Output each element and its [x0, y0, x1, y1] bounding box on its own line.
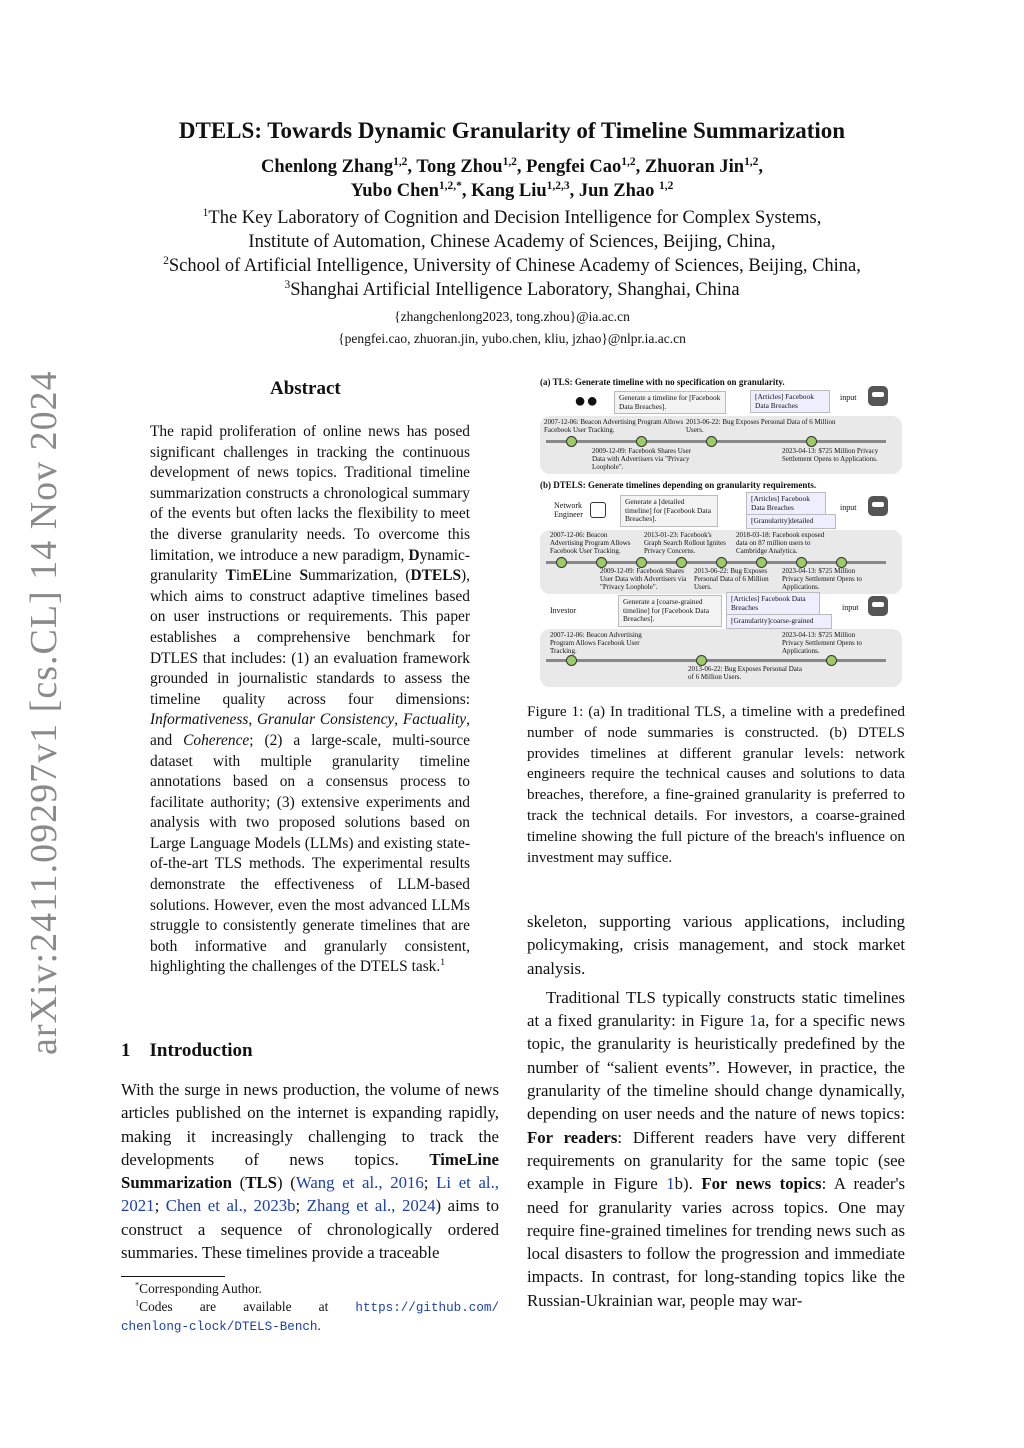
affiliation-line — [0, 206, 1024, 230]
author-list-line2 — [0, 181, 1024, 202]
right-paragraph-run: For news topics — [701, 1174, 822, 1194]
event-b2-top-1: 2007-12-06: Beacon Advertising Program Allows Facebook User Tracking. — [550, 631, 642, 656]
figure-b1-granularity: [Granularity]detailed — [746, 514, 836, 529]
right-paragraph-1: skeleton, supporting various applications, including policymaking, crisis management, and stock market analysis. — [527, 912, 905, 978]
author-affiliation-mark: 1,2 — [502, 155, 517, 168]
intro-run: TimeLine Summarization — [121, 1149, 499, 1193]
footnote-corresponding: *Corresponding Author. — [135, 1280, 262, 1296]
network-engineer-label: Network Engineer — [554, 501, 583, 519]
abstract-run: Informativeness — [150, 711, 249, 729]
event-b1-top-3: 2018-03-18: Facebook exposed data on 87 million users to Cambridge Analytica. — [736, 531, 825, 556]
right-paragraph-run: a, for a specific news topic, the granularity is heuristically predefined by the number of “salient events”. However, in practice, the granularity of the timeline should change dynamically, depending on user needs and the nature of news topics: — [527, 1011, 905, 1124]
event-a-bottom-1: 2009-12-09: Facebook Shares User Data with Advertisers via "Privacy Loophole". — [592, 447, 691, 472]
author-name: Yubo Chen — [350, 181, 439, 201]
affiliation-text: School of Artificial Intelligence, University of Chinese Academy of Sciences, Beijing, China, — [168, 256, 861, 276]
author-name: Zhuoran Jin — [644, 157, 745, 177]
abstract-run: D — [408, 546, 420, 564]
figure-b1-articles: [Articles] Facebook Data Breaches — [746, 492, 826, 515]
timeline-node — [636, 436, 647, 447]
email-line-1: {zhangchenlong2023, tong.zhou}@ia.ac.cn — [394, 309, 630, 324]
citation-link[interactable]: Li et al., 2021 — [121, 1173, 499, 1216]
arxiv-identifier: arXiv:2411.09297v1 [cs.CL] 14 Nov 2024 — [23, 370, 65, 1055]
citation-link[interactable]: 1 — [666, 1174, 675, 1194]
figure-a-prompt: Generate a timeline for [Facebook Data Breaches]. — [614, 391, 726, 414]
abstract-run: The rapid proliferation of online news has posed significant challenges in tracking the continuous development of news topics. Traditional timeline summarization constructs a chronological summary of the events but often lacks the flexibility to meet the diverse granularity needs. To overcome this limitation, we introduce a new paradigm, — [150, 423, 470, 564]
right-paragraph-run: For readers — [527, 1127, 618, 1147]
introduction-body — [121, 1078, 499, 1264]
figure-b-heading: (b) DTELS: Generate timelines depending on granularity requirements. — [540, 480, 817, 490]
abstract-run: S — [299, 567, 309, 585]
footnote-rule — [121, 1276, 225, 1277]
affiliation-mark: 2 — [163, 254, 169, 267]
affiliation-line — [0, 254, 1024, 278]
engineer-icon — [590, 502, 606, 518]
investor-label: Investor — [550, 606, 577, 615]
event-b1-top-2: 2013-01-23: Facebook's Graph Search Rollout Ignites Privacy Concerns. — [644, 531, 726, 556]
users-icon: ●● — [574, 390, 599, 412]
abstract-run: T — [225, 567, 236, 585]
affiliation-mark: 3 — [284, 278, 291, 291]
event-a-bottom-2: 2023-04-13: $725 Million Privacy Settlement Opens to Applications. — [782, 447, 879, 464]
intro-run: ) ( — [276, 1173, 296, 1193]
abstract-heading: Abstract — [270, 378, 341, 399]
citation-link[interactable]: Chen et al., 2023b — [165, 1196, 296, 1216]
affiliation-text: Shanghai Artificial Intelligence Laboratory, Shanghai, China — [290, 280, 740, 300]
event-b1-bottom-2: 2013-06-22: Bug Exposes Personal Data of 6 Million Users. — [694, 567, 769, 592]
abstract-run: ine — [272, 567, 300, 585]
input-label: input — [840, 393, 857, 402]
event-b2-bottom-1: 2013-06-22: Bug Exposes Personal Data of 6 Million Users. — [688, 665, 802, 682]
author-affiliation-mark: 1,2,3 — [546, 179, 570, 192]
affiliations — [0, 206, 1024, 302]
intro-run: ( — [231, 1173, 246, 1193]
right-paragraph-run: Traditional TLS typically constructs static timelines at a fixed granularity: in Figure — [527, 987, 905, 1031]
separator: , — [516, 157, 527, 177]
separator: , — [461, 181, 472, 201]
author-affiliation-mark: 1,2 — [393, 155, 408, 168]
figure-a-heading: (a) TLS: Generate timeline with no specification on granularity. — [540, 377, 785, 387]
timeline-node — [566, 655, 577, 666]
abstract-run: Factuality — [402, 711, 467, 729]
footnote-codes: $^1$Codes are available at https://github.com/ — [135, 1298, 499, 1315]
author-name: Tong Zhou — [416, 157, 503, 177]
right-paragraph-2 — [527, 986, 905, 1312]
affiliation-mark: 1 — [202, 206, 209, 219]
author-affiliation-mark: 1,2 — [659, 179, 674, 192]
affiliation-text: Institute of Automation, Chinese Academy of Sciences, Beijing, China, — [248, 232, 776, 252]
email-line-2: {pengfei.cao, zhuoran.jin, yubo.chen, kliu, jzhao}@nlpr.ia.ac.cn — [338, 331, 686, 346]
author-name: Chenlong Zhang — [260, 157, 394, 177]
intro-run: TLS — [245, 1173, 277, 1193]
event-a-top-1: 2007-12-06: Beacon Advertising Program Allows Facebook User Tracking. — [544, 418, 684, 435]
introduction-heading: 1 Introduction — [121, 1040, 253, 1061]
abstract-run: DTELS — [410, 567, 462, 585]
event-a-top-2: 2013-06-22: Bug Exposes Personal Data of 6 Million Users. — [686, 418, 836, 435]
abstract-run: , and — [150, 711, 470, 749]
robot-icon — [868, 386, 888, 406]
affiliation-line — [0, 278, 1024, 302]
abstract-run: Coherence — [183, 731, 250, 749]
abstract-run: , — [248, 711, 257, 729]
figure-b1-prompt: Generate a [detailed timeline] for [Facebook Data Breaches]. — [620, 495, 718, 527]
input-label: input — [842, 603, 859, 612]
right-paragraph-run: : Different readers have very different requirements on granularity for the same topic (see example in Figure — [527, 1127, 905, 1194]
right-column-body — [527, 910, 905, 1312]
abstract-run: EL — [252, 567, 273, 585]
code-link-tail[interactable]: chenlong-clock/DTELS-Bench — [121, 1320, 318, 1334]
citation-link[interactable]: Zhang et al., 2024 — [306, 1196, 436, 1216]
intro-run: ; — [423, 1173, 437, 1193]
event-b1-top-1: 2007-12-06: Beacon Advertising Program Allows Facebook User Tracking. — [550, 531, 631, 556]
event-b2-top-2: 2023-04-13: $725 Million Privacy Settlement Opens to Applications. — [782, 631, 862, 656]
abstract-run: ), which aims to construct adaptive timelines based on user instructions or requirements. This paper establishes a comprehensive benchmark for DTLES that includes: (1) an evaluation framework grounded in journalistic standards to assess the timeline quality across four dimensions: — [150, 567, 471, 708]
author-name: Jun Zhao — [578, 181, 660, 201]
affiliation-line — [0, 230, 1024, 254]
citation-link[interactable]: 1 — [749, 1011, 758, 1031]
timeline-node — [566, 436, 577, 447]
intro-run: ) aims to construct a sequence of chronologically ordered summaries. These timelines provide a traceable — [121, 1196, 499, 1263]
author-list-line1 — [0, 157, 1024, 178]
affiliation-text: The Key Laboratory of Cognition and Decision Intelligence for Complex Systems, — [208, 208, 822, 228]
robot-icon — [868, 596, 888, 616]
author-name: Kang Liu — [471, 181, 547, 201]
author-affiliation-mark: 1,2,* — [438, 179, 462, 192]
figure-b2-articles: [Articles] Facebook Data Breaches — [726, 592, 820, 615]
timeline-node — [706, 436, 717, 447]
code-link[interactable]: https://github.com/ — [355, 1301, 499, 1315]
right-paragraph-run: : A reader's need for granularity varies across topics. One may require fine-grained timelines for trending news such as local disasters to follow the progression and immediate impacts. In contrast, for long-standing topics like the Russian-Ukrainian war, people may war- — [527, 1174, 906, 1310]
separator: , — [635, 157, 645, 177]
author-affiliation-mark: 1,2 — [621, 155, 636, 168]
abstract-run: ummarization, ( — [308, 567, 411, 585]
figure-a-articles: [Articles] Facebook Data Breaches — [750, 390, 830, 413]
figure-b2-prompt: Generate a [coarse-grained timeline] for [Facebook Data Breaches]. — [618, 595, 722, 627]
separator: , — [758, 157, 764, 177]
event-b1-bottom-1: 2009-12-09: Facebook Shares User Data with Advertisers via "Privacy Loophole". — [600, 567, 687, 592]
separator: , — [407, 157, 417, 177]
timeline-node — [556, 557, 567, 568]
intro-run: ; — [295, 1196, 307, 1216]
abstract-run: ynamic-granularity — [150, 546, 470, 585]
figure-b2-granularity: [Granularity]coarse-grained — [726, 614, 832, 629]
author-affiliation-mark: 1,2 — [744, 155, 759, 168]
right-paragraph-run: b). — [674, 1174, 702, 1194]
abstract-run: im — [235, 567, 253, 585]
robot-icon — [868, 496, 888, 516]
timeline-node — [826, 655, 837, 666]
intro-run: With the surge in news production, the volume of news articles published on the internet is expanding rapidly, making it increasingly challenging to track the developments of news topics. — [121, 1080, 499, 1169]
abstract-body — [150, 422, 470, 978]
intro-run: ; — [154, 1196, 166, 1216]
footnotes — [121, 1280, 499, 1336]
citation-link[interactable]: Wang et al., 2016 — [295, 1173, 424, 1193]
figure-1 — [536, 374, 908, 690]
paper-title: DTELS: Towards Dynamic Granularity of Timeline Summarization — [178, 118, 846, 143]
abstract-run: Granular Consistency — [256, 711, 395, 729]
figure-1-caption: Figure 1: (a) In traditional TLS, a timeline with a predefined number of node summaries is constructed. (b) DTELS provides timelines at different granular levels: network engineers require the technical causes and solutions to data breaches, therefore, a fine-grained granularity is preferred to track the technical details. For investors, a coarse-grained timeline showing the full picture of the breach's influence on investment may suffice. — [527, 703, 905, 866]
author-name: Pengfei Cao — [526, 157, 622, 177]
timeline-node — [806, 436, 817, 447]
footnote-codes-tail: chenlong-clock/DTELS-Bench. — [121, 1318, 321, 1334]
abstract-run: , — [394, 711, 403, 729]
event-b1-bottom-3: 2023-04-13: $725 Million Privacy Settlement Opens to Applications. — [782, 567, 862, 592]
separator: , — [569, 181, 579, 201]
input-label: input — [840, 503, 857, 512]
abstract-run: ; (2) a large-scale, multi-source dataset with multiple granularity timeline annotations based on a consensus process to facilitate authority; (3) extensive experiments and analysis with two proposed solutions based on Large Language Models (LLMs) and existing state-of-the-art TLS methods. The experimental results demonstrate the effectiveness of LLM-based solutions. However, even the most advanced LLMs struggle to consistently generate timelines that are both informative and granularly consistent, highlighting the challenges of the DTELS task. — [150, 731, 470, 976]
abstract-run: 1 — [440, 957, 445, 969]
